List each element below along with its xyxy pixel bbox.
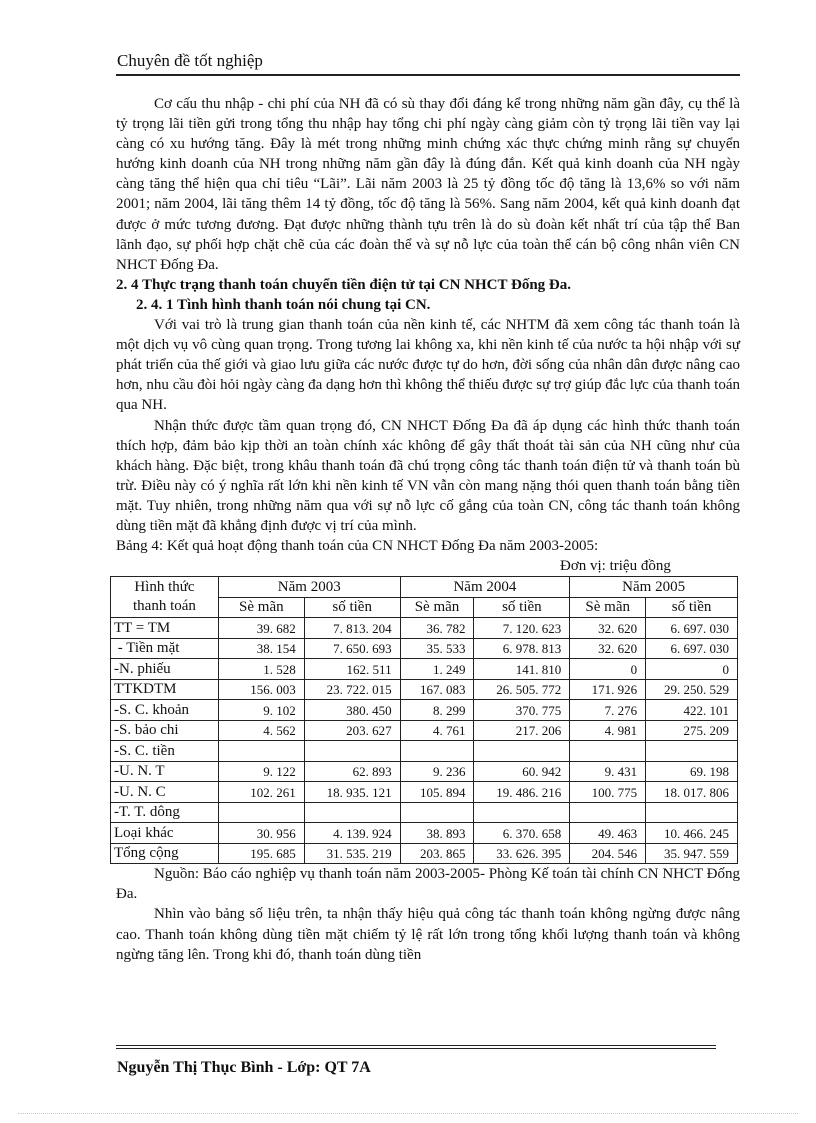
count-cell: 32. 620 (570, 638, 646, 659)
count-cell: 38. 154 (218, 638, 304, 659)
amount-cell: 6. 370. 658 (474, 823, 570, 844)
amount-cell (474, 741, 570, 762)
amount-cell: 60. 942 (474, 761, 570, 782)
count-cell (218, 741, 304, 762)
amount-cell (646, 802, 738, 823)
count-cell (400, 741, 474, 762)
table-row (111, 761, 738, 782)
amount-cell: 7. 120. 623 (474, 618, 570, 639)
count-cell: 30. 956 (218, 823, 304, 844)
count-cell: 36. 782 (400, 618, 474, 639)
amount-cell: 31. 535. 219 (304, 843, 400, 864)
intro-paragraph: Cơ cấu thu nhập - chi phí của NH đã có sù thay đổi đáng kể trong những năm gần đây, cụ thể là tỷ trọng lãi tiền gửi trong tổng thu nhập hay tổng chi phí ngày càng giảm còn tỷ trọng lãi tiền vay lại càng có xu hướng tăng. Đây là mét trong những minh chứng xác thực chứng minh rằng sự chuyển hướng kinh doanh của NH trong những năm gần đây là đúng đắn. Kết quả kinh doanh của NH ngày càng tăng thể hiện qua chỉ tiêu “Lãi”. Lãi năm 2003 là 25 tỷ đồng tốc độ tăng là 13,6% so với năm 2001; năm 2004, lãi tăng thêm 14 tỷ đồng, tốc độ tăng là 56%. Sang năm 2004, kết quả kinh doanh đạt được ở mức tương đương. Đạt được những thành tựu trên là do sù đoàn kết nhất trí của tập thể Ban lãnh đạo, sự phối hợp chặt chẽ của các đoàn thể và sự nỗ lực của toàn thể cán bộ công nhân viên CN NHCT Đống Đa. (116, 96, 740, 273)
row-label: -U. N. C (111, 782, 219, 803)
table-unit: Đơn vị: triệu đồng (560, 558, 671, 575)
count-cell: 167. 083 (400, 679, 474, 700)
amount-cell: 275. 209 (646, 720, 738, 741)
amount-cell: 7. 650. 693 (304, 638, 400, 659)
amount-cell: 370. 775 (474, 700, 570, 721)
count-cell: 4. 981 (570, 720, 646, 741)
count-cell: 204. 546 (570, 843, 646, 864)
count-cell: 9. 431 (570, 761, 646, 782)
amount-cell: 217. 206 (474, 720, 570, 741)
section-heading: 2. 4 Thực trạng thanh toán chuyển tiền điện tử tại CN NHCT Đống Đa. (116, 276, 572, 293)
header-year: Năm 2004 (400, 577, 570, 598)
row-label: Tổng cộng (111, 843, 219, 864)
amount-cell: 380. 450 (304, 700, 400, 721)
subheader-count: Sè mãn (218, 597, 304, 618)
amount-cell (304, 802, 400, 823)
subheader-amount: số tiền (646, 597, 738, 618)
header-year: Năm 2003 (218, 577, 400, 598)
row-label: -S. C. khoản (111, 700, 219, 721)
amount-cell: 6. 697. 030 (646, 638, 738, 659)
table-header-row (111, 577, 738, 598)
amount-cell: 7. 813. 204 (304, 618, 400, 639)
amount-cell: 10. 466. 245 (646, 823, 738, 844)
count-cell: 100. 775 (570, 782, 646, 803)
row-label: -T. T. dông (111, 802, 219, 823)
row-label: TT = TM (111, 618, 219, 639)
amount-cell (304, 741, 400, 762)
count-cell (570, 802, 646, 823)
amount-cell: 69. 198 (646, 761, 738, 782)
subheader-amount: số tiền (304, 597, 400, 618)
count-cell: 195. 685 (218, 843, 304, 864)
count-cell: 1. 249 (400, 659, 474, 680)
amount-cell: 162. 511 (304, 659, 400, 680)
count-cell (570, 741, 646, 762)
page-header (116, 48, 740, 76)
row-label: Loại khác (111, 823, 219, 844)
footer-author: Nguyễn Thị Thục Bình - Lớp: QT 7A (117, 1059, 371, 1076)
document-body (116, 94, 740, 965)
amount-cell: 18. 017. 806 (646, 782, 738, 803)
table-row (111, 823, 738, 844)
amount-cell: 26. 505. 772 (474, 679, 570, 700)
count-cell: 7. 276 (570, 700, 646, 721)
count-cell: 9. 102 (218, 700, 304, 721)
amount-cell: 4. 139. 924 (304, 823, 400, 844)
count-cell: 156. 003 (218, 679, 304, 700)
header-form-line-2: thanh toán (133, 598, 196, 615)
count-cell: 0 (570, 659, 646, 680)
count-cell: 35. 533 (400, 638, 474, 659)
subheader-count: Sè mãn (400, 597, 474, 618)
row-label: - Tiền mặt (111, 638, 219, 659)
count-cell: 49. 463 (570, 823, 646, 844)
amount-cell: 35. 947. 559 (646, 843, 738, 864)
footer-rule (116, 1048, 716, 1049)
payment-results-table (110, 576, 738, 864)
amount-cell: 62. 893 (304, 761, 400, 782)
count-cell: 1. 528 (218, 659, 304, 680)
count-cell: 32. 620 (570, 618, 646, 639)
subsection-heading: 2. 4. 1 Tình hình thanh toán nói chung tại CN. (136, 296, 431, 313)
count-cell: 38. 893 (400, 823, 474, 844)
row-label: -U. N. T (111, 761, 219, 782)
table-row (111, 802, 738, 823)
table-row (111, 782, 738, 803)
count-cell: 171. 926 (570, 679, 646, 700)
amount-cell: 141. 810 (474, 659, 570, 680)
count-cell: 8. 299 (400, 700, 474, 721)
count-cell: 39. 682 (218, 618, 304, 639)
count-cell: 4. 761 (400, 720, 474, 741)
header-form-cell (111, 577, 219, 618)
count-cell: 105. 894 (400, 782, 474, 803)
row-label: TTKDTM (111, 679, 219, 700)
row-label: -S. C. tiền (111, 741, 219, 762)
amount-cell: 203. 627 (304, 720, 400, 741)
table-row (111, 700, 738, 721)
count-cell: 203. 865 (400, 843, 474, 864)
table-row (111, 720, 738, 741)
table-row (111, 659, 738, 680)
table-caption: Bảng 4: Kết quả hoạt động thanh toán của CN NHCT Đống Đa năm 2003-2005: (116, 538, 599, 555)
amount-cell (474, 802, 570, 823)
subheader-amount: số tiền (474, 597, 570, 618)
paragraph: Nhận thức được tầm quan trọng đó, CN NHCT Đống Đa đã áp dụng các hình thức thanh toán thích hợp, đảm bảo kịp thời an toàn chính xác không để gây thất thoát tài sản của NH cũng như của khách hàng. Đặc biệt, trong khâu thanh toán đã chú trọng công tác thanh toán điện tử và thanh toán bù trừ. Điều này có ý nghĩa rất lớn khi nền kinh tế VN vẫn còn mang nặng thói quen thanh toán bằng tiền mặt. Tuy nhiên, trong những năm qua với sự nỗ lực cố gắng của toàn CN, công tác thanh toán không dùng tiền mặt đã khẳng định được vị trí của mình. (116, 417, 740, 534)
table-row (111, 843, 738, 864)
amount-cell: 19. 486. 216 (474, 782, 570, 803)
table-row (111, 638, 738, 659)
table-row (111, 741, 738, 762)
header-title: Chuyên đề tốt nghiệp (117, 51, 263, 70)
header-year: Năm 2005 (570, 577, 738, 598)
count-cell: 4. 562 (218, 720, 304, 741)
amount-cell: 6. 697. 030 (646, 618, 738, 639)
footer-rule (116, 1045, 716, 1046)
count-cell (400, 802, 474, 823)
amount-cell: 18. 935. 121 (304, 782, 400, 803)
source-note: Nguồn: Báo cáo nghiệp vụ thanh toán năm 2003-2005- Phòng Kế toán tài chính CN NHCT Đống Đa. (116, 866, 740, 903)
page-edge (18, 1113, 798, 1114)
page-footer (116, 1045, 716, 1076)
count-cell: 102. 261 (218, 782, 304, 803)
amount-cell: 6. 978. 813 (474, 638, 570, 659)
paragraph: Với vai trò là trung gian thanh toán của nền kinh tế, các NHTM đã xem công tác thanh toán là một dịch vụ vô cùng quan trọng. Trong tương lai không xa, khi nền kinh tế của nước ta hội nhập với sự phát triển của thế giới và giao lưu giữa các nước được tự do hơn, đời sống của nhân dân được nâng cao hơn, nhu cầu đòi hỏi ngày càng đa dạng hơn thì không thể thiếu được sự trợ giúp đắc lực của thanh toán qua NH. (116, 317, 740, 414)
table-row (111, 618, 738, 639)
count-cell: 9. 236 (400, 761, 474, 782)
amount-cell: 33. 626. 395 (474, 843, 570, 864)
amount-cell: 29. 250. 529 (646, 679, 738, 700)
row-label: -N. phiếu (111, 659, 219, 680)
table-row (111, 679, 738, 700)
header-form-line-1: Hình thức (134, 579, 195, 596)
count-cell: 9. 122 (218, 761, 304, 782)
row-label: -S. bảo chi (111, 720, 219, 741)
amount-cell: 422. 101 (646, 700, 738, 721)
amount-cell (646, 741, 738, 762)
amount-cell: 23. 722. 015 (304, 679, 400, 700)
subheader-count: Sè mãn (570, 597, 646, 618)
count-cell (218, 802, 304, 823)
amount-cell: 0 (646, 659, 738, 680)
paragraph: Nhìn vào bảng số liệu trên, ta nhận thấy hiệu quả công tác thanh toán không ngừng được nâng cao. Thanh toán không dùng tiền mặt chiếm tỷ lệ rất lớn trong tổng khối lượng thanh toán và không ngừng tăng lên. Trong khi đó, thanh toán dùng tiền (116, 906, 740, 963)
